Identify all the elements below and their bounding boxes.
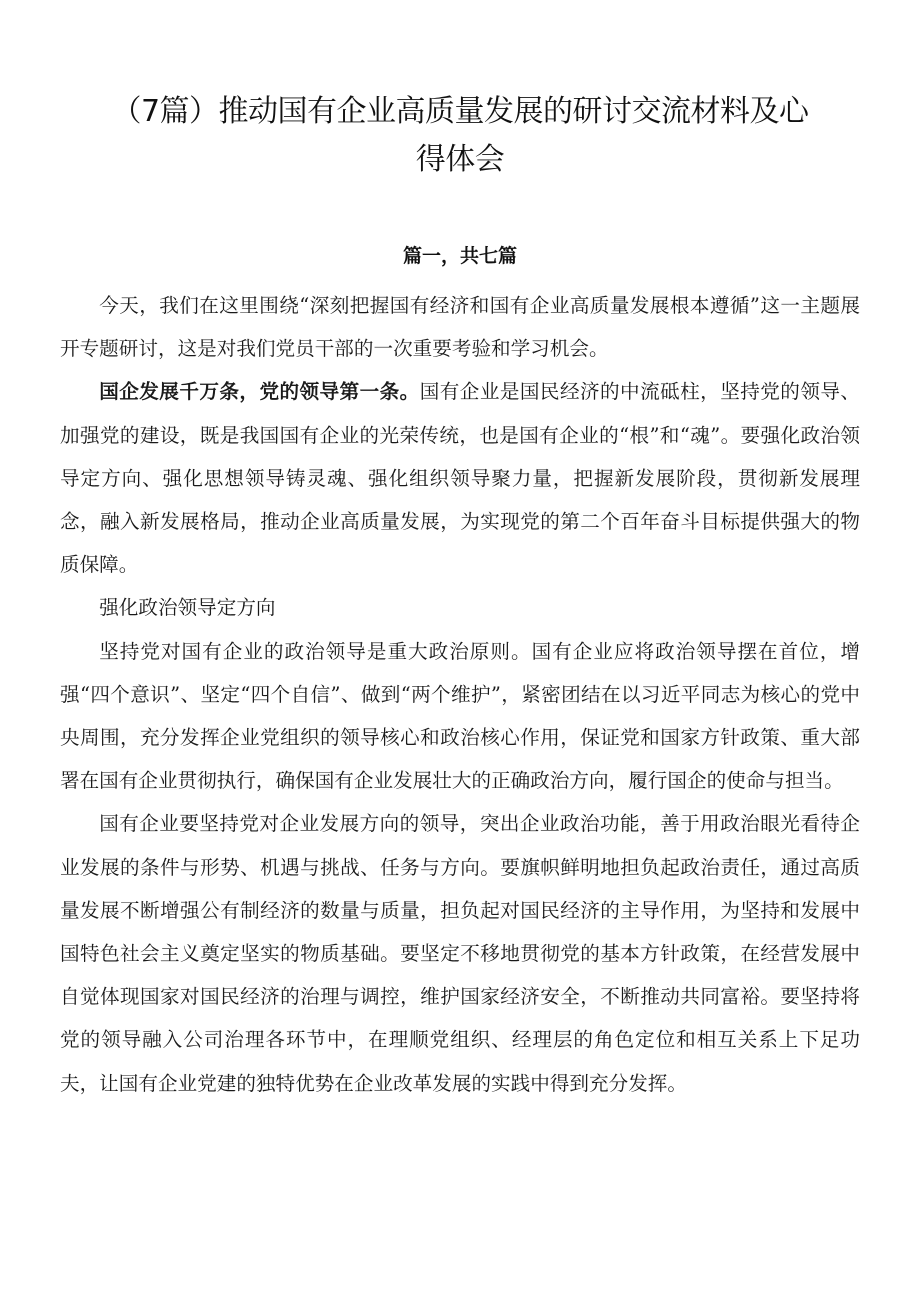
paragraph-political-principle [60,630,860,803]
paragraph-party-leadership [60,370,860,586]
paragraph-text: 国有企业是国民经济的中流砥柱，坚持党的领导、加强党的建设，既是我国国有企业的光荣传统，也是国有企业的“根”和“魂”。要强化政治领导定方向、强化思想领导铸灵魂、强化组织领导聚力量，把握新发展阶段，贯彻新发展理念，融入新发展格局，推动企业高质量发展，为实现党的第二个百年奋斗目标提供强大的物质保障。 [60,380,861,577]
paragraph-lead: 国企发展千万条，党的领导第一条。 [99,380,420,404]
document-title [90,88,830,184]
document-title-line-2: 得体会 [415,142,505,177]
paragraph-text: 强化政治领导定方向 [99,596,276,620]
paragraph-text: 坚持党对国有企业的政治领导是重大政治原则。国有企业应将政治领导摆在首位，增强“四个意识”、坚定“四个自信”、做到“两个维护”，紧密团结在以习近平同志为核心的党中央周围，充分发挥企业党组织的领导核心和政治核心作用，保证党和国家方针政策、重大部署在国有企业贯彻执行，确保国有企业发展壮大的正确政治方向，履行国企的使命与担当。 [60,639,860,793]
document-body [60,284,860,1105]
paragraph-text: 今天，我们在这里围绕“深刻把握国有经济和国有企业高质量发展根本遵循”这一主题展开专题研讨，这是对我们党员干部的一次重要考验和学习机会。 [60,294,860,361]
subheading-political-leadership [60,586,860,629]
paragraph-text: 国有企业要坚持党对企业发展方向的领导，突出企业政治功能，善于用政治眼光看待企业发展的条件与形势、机遇与挑战、任务与方向。要旗帜鲜明地担负起政治责任，通过高质量发展不断增强公有制经济的数量与质量，担负起对国民经济的主导作用，为坚持和发展中国特色社会主义奠定坚实的物质基础。要坚定不移地贯彻党的基本方针政策，在经营发展中自觉体现国家对国民经济的治理与调控，维护国家经济安全，不断推动共同富裕。要坚持将党的领导融入公司治理各环节中，在理顺党组织、经理层的角色定位和相互关系上下足功夫，让国有企业党建的独特优势在企业改革发展的实践中得到充分发挥。 [60,812,860,1095]
paragraph-intro [60,284,860,370]
paragraph-development-direction [60,802,860,1104]
document-title-line-1: （7篇）推动国有企业高质量发展的研讨交流材料及心 [111,94,809,129]
section-heading: 篇一，共七篇 [402,245,517,267]
